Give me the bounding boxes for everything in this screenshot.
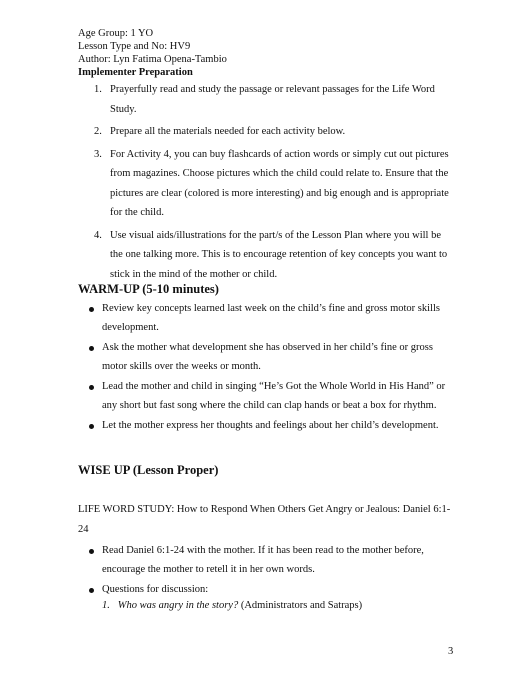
question-text: Who was angry in the story? xyxy=(117,600,239,611)
item-text: For Activity 4, you can buy flashcards of action words or simply cut out pictures from magazines. Choose pictures which the child could relate to. Ensure that the pictures are clear (colored is more interesting) and big enough and is appropriate for the child. xyxy=(110,148,449,218)
bullet-icon xyxy=(89,588,94,593)
item-number: 2. xyxy=(94,126,102,137)
author-line: Author: Lyn Fatima Opena-Tambio xyxy=(78,54,227,65)
warmup-list xyxy=(0,300,532,438)
list-item xyxy=(0,542,532,579)
wiseup-list xyxy=(0,542,532,602)
list-item xyxy=(0,300,532,337)
life-word-study: LIFE WORD STUDY: How to Respond When Others Get Angry or Jealous: Daniel 6:1-24 xyxy=(78,504,451,535)
list-item-text: Ask the mother what development she has observed in her child’s fine or gross motor skills over the weeks or month. xyxy=(102,342,433,372)
list-item-text: Questions for discussion: xyxy=(102,584,209,595)
list-item xyxy=(0,378,532,415)
question-number: 1. xyxy=(102,600,110,611)
list-item xyxy=(0,339,532,376)
preparation-item xyxy=(0,80,532,119)
item-text: Use visual aids/illustrations for the part/s of the Lesson Plan where you will be the one talking more. This is to encourage retention of key concepts you want to stick in the mind of the mother or child. xyxy=(110,229,448,280)
bullet-icon xyxy=(89,424,94,429)
question-answer: (Administrators and Satraps) xyxy=(240,600,363,611)
item-number: 4. xyxy=(94,229,102,241)
list-item-text: Read Daniel 6:1-24 with the mother. If it has been read to the mother before, encourage the mother to retell it in her own words. xyxy=(102,545,424,575)
list-item xyxy=(0,417,532,436)
warmup-heading: WARM-UP (5-10 minutes) xyxy=(78,282,219,296)
list-item-text: Lead the mother and child in singing “He’s Got the Whole World in His Hand” or any short but fast song where the child can clap hands or beat a box for rhythm. xyxy=(102,381,446,411)
preparation-item xyxy=(0,145,532,223)
item-number: 3. xyxy=(94,148,102,160)
list-item-text: Let the mother express her thoughts and feelings about her child’s development. xyxy=(102,420,439,431)
bullet-icon xyxy=(89,385,94,390)
wiseup-heading: WISE UP (Lesson Proper) xyxy=(78,463,219,477)
bullet-icon xyxy=(89,307,94,312)
item-text: Prepare all the materials needed for each activity below. xyxy=(110,126,346,137)
item-number: 1. xyxy=(94,84,102,95)
preparation-list xyxy=(0,80,532,287)
list-item-text: Review key concepts learned last week on the child’s fine and gross motor skills development. xyxy=(102,303,440,333)
lesson-type-line: Lesson Type and No: HV9 xyxy=(78,41,191,52)
bullet-icon xyxy=(89,346,94,351)
age-group-line: Age Group: 1 YO xyxy=(78,28,154,39)
bullet-icon xyxy=(89,549,94,554)
implementer-preparation-heading: Implementer Preparation xyxy=(78,67,193,78)
preparation-item xyxy=(0,226,532,285)
preparation-item xyxy=(0,122,532,142)
discussion-question xyxy=(102,597,362,615)
item-text: Prayerfully read and study the passage or relevant passages for the Life Word Study. xyxy=(110,84,435,115)
page-number: 3 xyxy=(448,646,454,657)
